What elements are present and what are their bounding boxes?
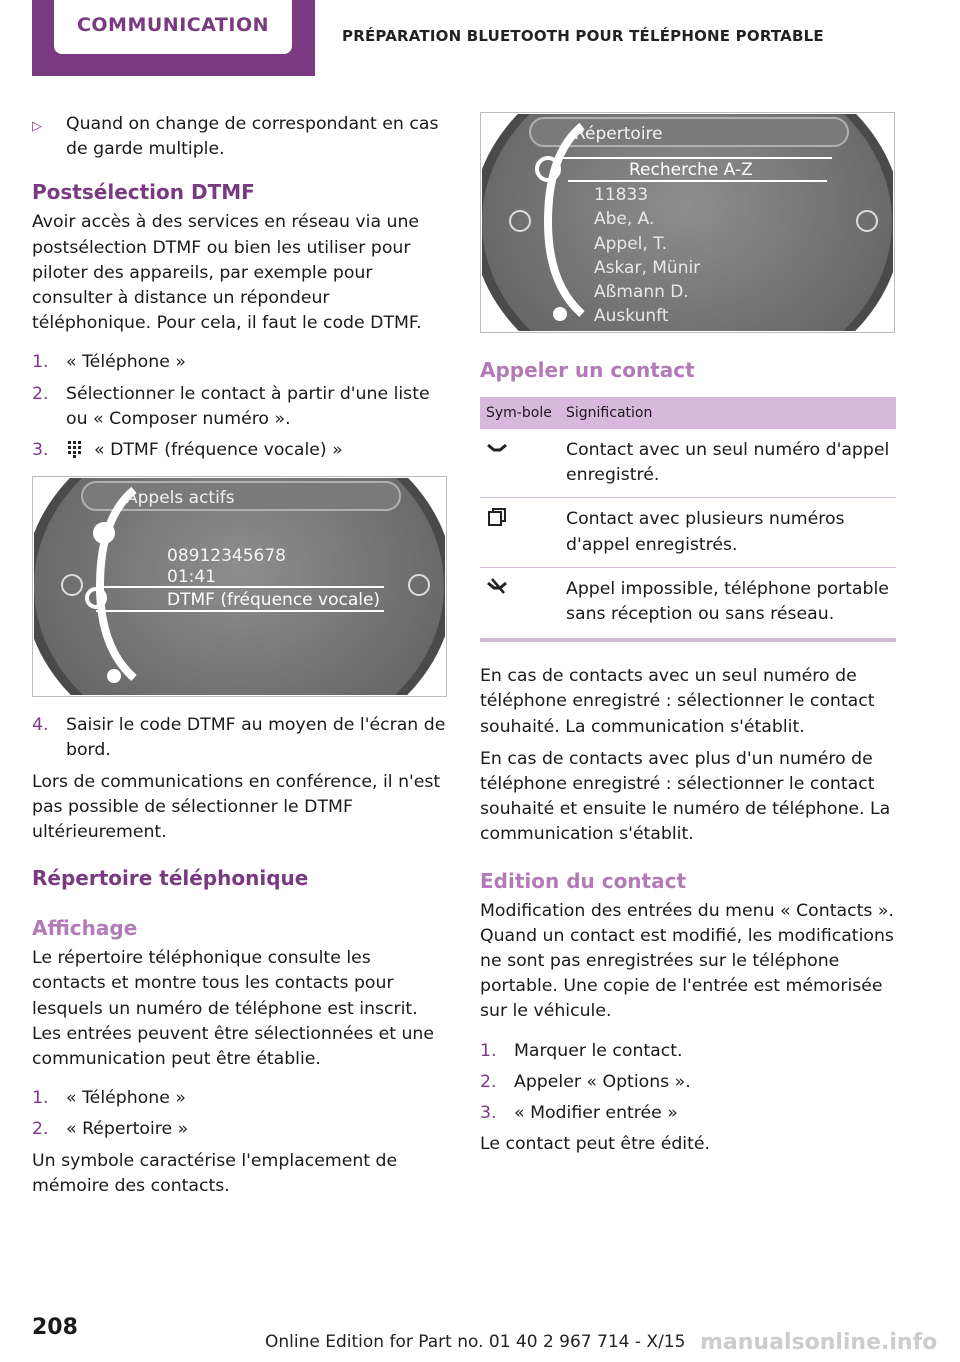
- heading-display: Affichage: [32, 916, 138, 941]
- step-text: Saisir le code DTMF au moyen de l'écran de bord.: [66, 715, 446, 761]
- step-text: Marquer le contact.: [514, 1040, 683, 1061]
- step-number: 3.: [32, 440, 49, 461]
- watermark: manualsonline.info: [700, 1330, 938, 1355]
- step-text: « Téléphone »: [66, 1088, 186, 1109]
- phonebook-entry: Aßmann D.: [594, 282, 689, 303]
- screen-active-calls-header: Appels actifs: [126, 488, 235, 509]
- screen-phonebook: [480, 112, 895, 333]
- step-text: « Modifier entrée »: [514, 1103, 678, 1124]
- dtmf-keypad-icon: [66, 440, 82, 458]
- paragraph-conference: Lors de communications en conférence, il n'est pas possible de sélectionner le DTMF ultérieurement.: [32, 771, 441, 843]
- step-text: « DTMF (fréquence vocale) »: [66, 438, 343, 463]
- step-number: 2.: [32, 1119, 49, 1140]
- screen-phonebook-list: [594, 183, 700, 329]
- edition-note: Online Edition for Part no. 01 40 2 967 714 - X/15: [265, 1332, 686, 1352]
- step-number: 1.: [32, 1088, 49, 1109]
- bullet-text: Quand on change de correspondant en cas de garde multiple.: [66, 114, 439, 160]
- step-item: [32, 1117, 447, 1142]
- screen-active-calls-time: 01:41: [167, 567, 216, 588]
- table-row: [480, 429, 896, 498]
- phonebook-entry: Askar, Münir: [594, 257, 701, 278]
- heading-call-contact: Appeler un contact: [480, 358, 695, 382]
- multiple-numbers-icon: [486, 507, 508, 527]
- symbol-table-header: [480, 397, 896, 429]
- screen-active-calls-graphic: [34, 478, 445, 695]
- step-item: [32, 438, 447, 463]
- paragraph-dtmf: Avoir accès à des services en réseau via une postsélection DTMF ou bien les utiliser pour piloter des appareils, par exemple pour consulter à distance un répondeur téléphonique. Pour cela, il faut le code DTMF.: [32, 212, 422, 334]
- step-item: [480, 1070, 896, 1095]
- call-impossible-icon: [486, 577, 508, 595]
- step-item: [32, 382, 447, 432]
- step-item: [480, 1039, 896, 1064]
- heading-phonebook: Répertoire téléphonique: [32, 866, 309, 891]
- heading-dtmf: Postsélection DTMF: [32, 180, 255, 205]
- paragraph-final: Le contact peut être édité.: [480, 1134, 710, 1155]
- bullet-item: [32, 112, 447, 162]
- single-number-icon: [486, 441, 508, 455]
- paragraph-multi-number: En cas de contacts avec plus d'un numéro de téléphone enregistré : sélectionner le contact souhaité et ensuite le numéro de téléphone. La communication s'établit.: [480, 748, 891, 845]
- table-row: [480, 498, 896, 567]
- step-number: 1.: [480, 1040, 497, 1061]
- left-column: [32, 112, 447, 1206]
- screen-phonebook-header: Répertoire: [574, 124, 663, 144]
- meaning-col-header: Signification: [560, 397, 896, 429]
- step-number: 3.: [480, 1103, 497, 1124]
- header-section-tab: [32, 0, 315, 76]
- step-number: 2.: [480, 1071, 497, 1092]
- phonebook-entry: 11833: [594, 185, 649, 205]
- step-number: 2.: [32, 383, 49, 404]
- step-item: [32, 1086, 447, 1111]
- header-section-tab-inner: [54, 0, 292, 54]
- table-cell-text: Appel impossible, téléphone portable sans réception ou sans réseau.: [560, 567, 896, 640]
- table-cell-text: Contact avec un seul numéro d'appel enregistré.: [560, 429, 896, 498]
- paragraph-display: Le répertoire téléphonique consulte les contacts et montre tous les contacts pour lesquels un numéro de téléphone est inscrit. Les entrées peuvent être sélectionnées et une communication peut être établie.: [32, 948, 435, 1070]
- screen-phonebook-search: Recherche A-Z: [629, 160, 753, 180]
- symbol-col-header: Sym-bole: [480, 397, 560, 429]
- paragraph-edit: Modification des entrées du menu « Contacts ». Quand un contact est modifié, les modifications ne sont pas enregistrées sur le téléphone portable. Une copie de l'entrée est mémorisée sur le véhicule.: [480, 900, 894, 1022]
- screen-active-calls-selected: DTMF (fréquence vocale): [167, 590, 381, 611]
- paragraph-one-number: En cas de contacts avec un seul numéro de téléphone enregistré : sélectionner le contact souhaité. La communication s'établit.: [480, 666, 875, 737]
- right-column: [480, 112, 896, 1164]
- step-item: [480, 1101, 896, 1126]
- heading-edit-contact: Edition du contact: [480, 868, 687, 893]
- phonebook-entry: Appel, T.: [594, 233, 667, 254]
- phonebook-entry: Abe, A.: [594, 209, 655, 230]
- step-text: « Répertoire »: [66, 1119, 189, 1140]
- screen-active-calls: [32, 476, 447, 697]
- header-title: PRÉPARATION BLUETOOTH POUR TÉLÉPHONE PORTABLE: [342, 27, 824, 45]
- phonebook-entry: Auskunft: [594, 306, 669, 327]
- step-text: Appeler « Options ».: [514, 1071, 691, 1092]
- step-text: « Téléphone »: [66, 352, 186, 373]
- step-item: [32, 350, 447, 375]
- step-number: 1.: [32, 352, 49, 373]
- screen-active-calls-number: 08912345678: [167, 546, 286, 567]
- table-cell-text: Contact avec plusieurs numéros d'appel enregistrés.: [560, 498, 896, 567]
- table-row: [480, 567, 896, 640]
- page-number: 208: [32, 1315, 78, 1340]
- step-text: Sélectionner le contact à partir d'une liste ou « Composer numéro ».: [66, 383, 430, 429]
- triangle-bullet-icon: ▷: [32, 119, 42, 134]
- step-number: 4.: [32, 715, 49, 736]
- symbol-table: [480, 397, 896, 642]
- paragraph-symbol: Un symbole caractérise l'emplacement de mémoire des contacts.: [32, 1150, 398, 1196]
- step-item: [32, 713, 447, 763]
- header-section-label: COMMUNICATION: [76, 14, 270, 36]
